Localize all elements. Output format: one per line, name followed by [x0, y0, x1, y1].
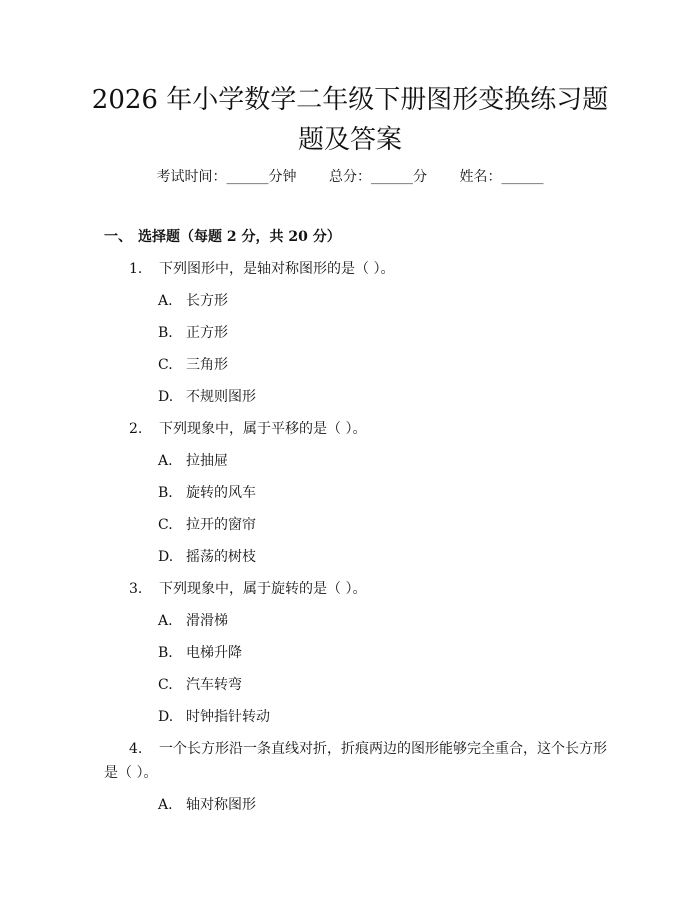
option-1b	[158, 322, 228, 344]
total-score: 总分：______分	[329, 169, 427, 185]
option-2d	[158, 546, 256, 568]
option-3d	[158, 706, 270, 728]
option-text: 不规则图形	[186, 389, 256, 405]
page-title	[80, 80, 620, 160]
question-number: 4.	[129, 741, 143, 757]
exam-meta	[0, 167, 700, 187]
option-label: B.	[158, 485, 173, 501]
option-label: D.	[158, 709, 174, 725]
option-label: D.	[158, 549, 174, 565]
option-label: D.	[158, 389, 174, 405]
question-number: 3.	[129, 581, 143, 597]
question-text: 下列现象中，属于平移的是（ ）。	[159, 421, 367, 437]
question-text-line-2: 是（ ）。	[104, 765, 158, 781]
option-label: A.	[158, 293, 173, 309]
option-text: 摇荡的树枝	[186, 549, 256, 565]
section-title: 选择题（每题 2 分，共 20 分）	[138, 229, 341, 245]
option-3b	[158, 642, 242, 664]
option-2b	[158, 482, 256, 504]
section-number: 一、	[104, 229, 132, 245]
question-text-line-1: 一个长方形沿一条直线对折，折痕两边的图形能够完全重合，这个长方形	[159, 741, 607, 757]
section-heading	[104, 226, 341, 248]
option-label: B.	[158, 325, 173, 341]
question-text: 下列现象中，属于旋转的是（ ）。	[159, 581, 367, 597]
option-text: 时钟指针转动	[186, 709, 270, 725]
title-line-1: 2026 年小学数学二年级下册图形变换练习题	[91, 85, 609, 115]
question-1	[129, 258, 394, 280]
question-2	[129, 418, 366, 440]
option-label: C.	[158, 357, 173, 373]
option-text: 汽车转弯	[186, 677, 242, 693]
option-4a	[158, 794, 256, 816]
option-text: 电梯升降	[186, 645, 242, 661]
option-text: 旋转的风车	[186, 485, 256, 501]
option-text: 正方形	[186, 325, 228, 341]
option-text: 长方形	[186, 293, 228, 309]
question-number: 2.	[129, 421, 143, 437]
option-text: 滑滑梯	[186, 613, 228, 629]
question-3	[129, 578, 366, 600]
title-line-2: 题及答案	[297, 125, 402, 155]
option-label: A.	[158, 453, 173, 469]
option-3a	[158, 610, 228, 632]
option-2a	[158, 450, 228, 472]
option-label: C.	[158, 517, 173, 533]
student-name: 姓名：______	[459, 169, 544, 185]
option-label: B.	[158, 645, 173, 661]
question-4	[104, 738, 624, 784]
option-2c	[158, 514, 256, 536]
option-1a	[158, 290, 228, 312]
option-text: 拉抽屉	[186, 453, 228, 469]
option-text: 三角形	[186, 357, 228, 373]
option-3c	[158, 674, 242, 696]
option-1d	[158, 386, 256, 408]
question-number: 1.	[129, 261, 143, 277]
option-text: 拉开的窗帘	[186, 517, 256, 533]
option-label: A.	[158, 797, 173, 813]
question-text: 下列图形中，是轴对称图形的是（ ）。	[159, 261, 395, 277]
option-text: 轴对称图形	[186, 797, 256, 813]
option-label: C.	[158, 677, 173, 693]
option-label: A.	[158, 613, 173, 629]
exam-time: 考试时间：______分钟	[156, 169, 297, 185]
option-1c	[158, 354, 228, 376]
